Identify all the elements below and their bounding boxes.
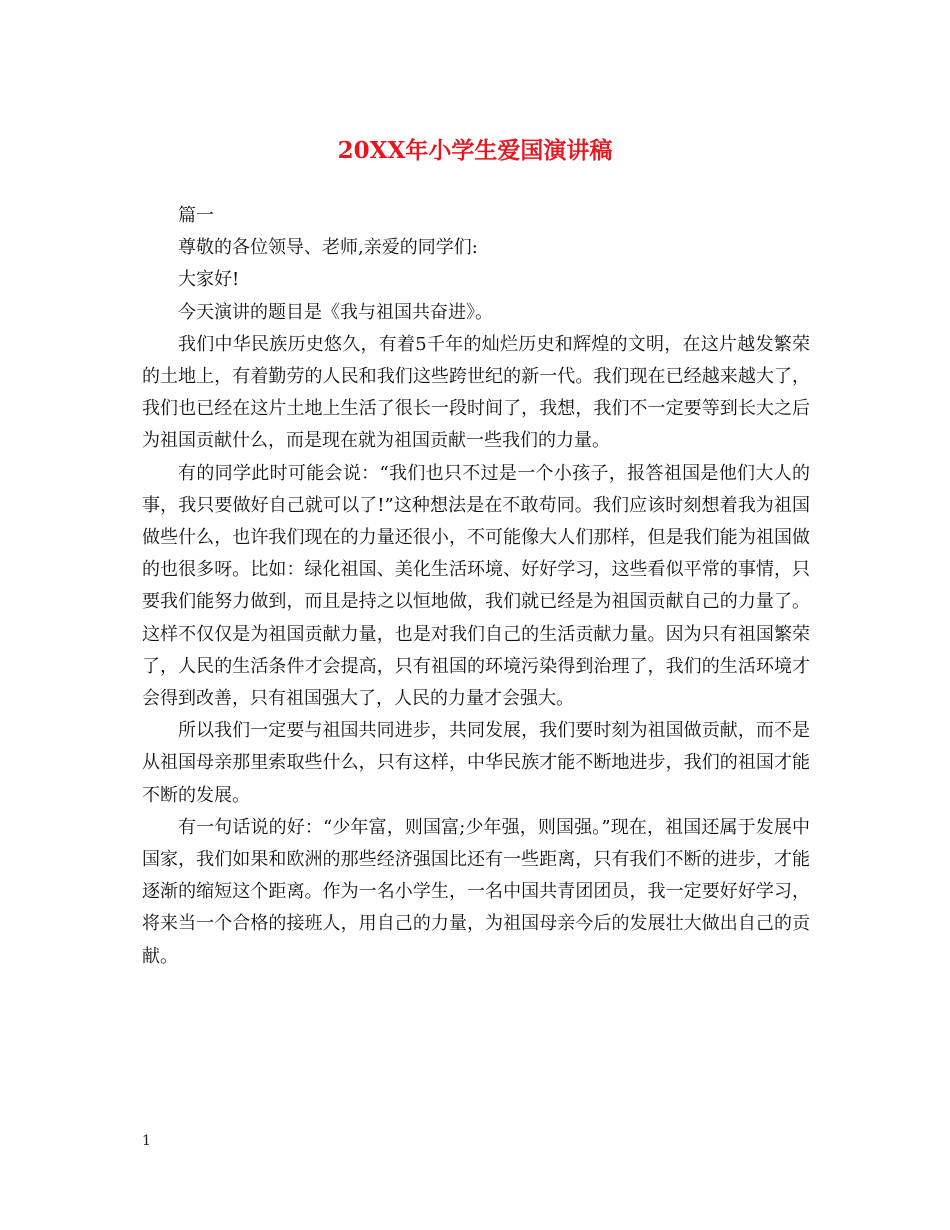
page-number: 1 xyxy=(142,1133,151,1149)
document-body xyxy=(142,200,810,973)
paragraph-contribution: 有的同学此时可能会说：“我们也只不过是一个小孩子，报答祖国是他们大人的事，我只要做好自己就可以了!”这种想法是在不敢苟同。我们应该时刻想着我为祖国做些什么，也许我们现在的力量还很小，不可能像大人们那样，但是我们能为祖国做的也很多呀。比如：绿化祖国、美化生活环境、好好学习，这些看似平常的事情，只要我们能努力做到，而且是持之以恒地做，我们就已经是为祖国贡献自己的力量了。这样不仅仅是为祖国贡献力量，也是对我们自己的生活贡献力量。因为只有祖国繁荣了，人民的生活条件才会提高，只有祖国的环境污染得到治理了，我们的生活环境才会得到改善，只有祖国强大了，人民的力量才会强大。 xyxy=(142,462,810,710)
paragraph-youth: 有一句话说的好：“少年富，则国富;少年强，则国强。”现在，祖国还属于发展中国家，我们如果和欧洲的那些经济强国比还有一些距离，只有我们不断的进步，才能逐渐的缩短这个距离。作为一名小学生，一名中国共青团团员，我一定要好好学习，将来当一个合格的接班人，用自己的力量，为祖国母亲今后的发展壮大做出自己的贡献。 xyxy=(142,816,810,967)
paragraph-topic: 今天演讲的题目是《我与祖国共奋进》。 xyxy=(178,301,493,323)
document-title: 20XX年小学生爱国演讲稿 xyxy=(337,137,613,164)
paragraph-greeting: 大家好! xyxy=(178,269,240,291)
paragraph-history: 我们中华民族历史悠久，有着5千年的灿烂历史和辉煌的文明，在这片越发繁荣的土地上，有着勤劳的人民和我们这些跨世纪的新一代。我们现在已经越来越大了，我们也已经在这片土地上生活了很长一段时间了，我想，我们不一定要等到长大之后为祖国贡献什么，而是现在就为祖国贡献一些我们的力量。 xyxy=(142,333,810,452)
paragraph-salutation: 尊敬的各位领导、老师,亲爱的同学们: xyxy=(178,237,478,259)
paragraph-progress: 所以我们一定要与祖国共同进步，共同发展，我们要时刻为祖国做贡献，而不是从祖国母亲那里索取些什么，只有这样，中华民族才能不断地进步，我们的祖国才能不断的发展。 xyxy=(142,720,810,806)
paragraph-section-label: 篇一 xyxy=(178,205,214,226)
